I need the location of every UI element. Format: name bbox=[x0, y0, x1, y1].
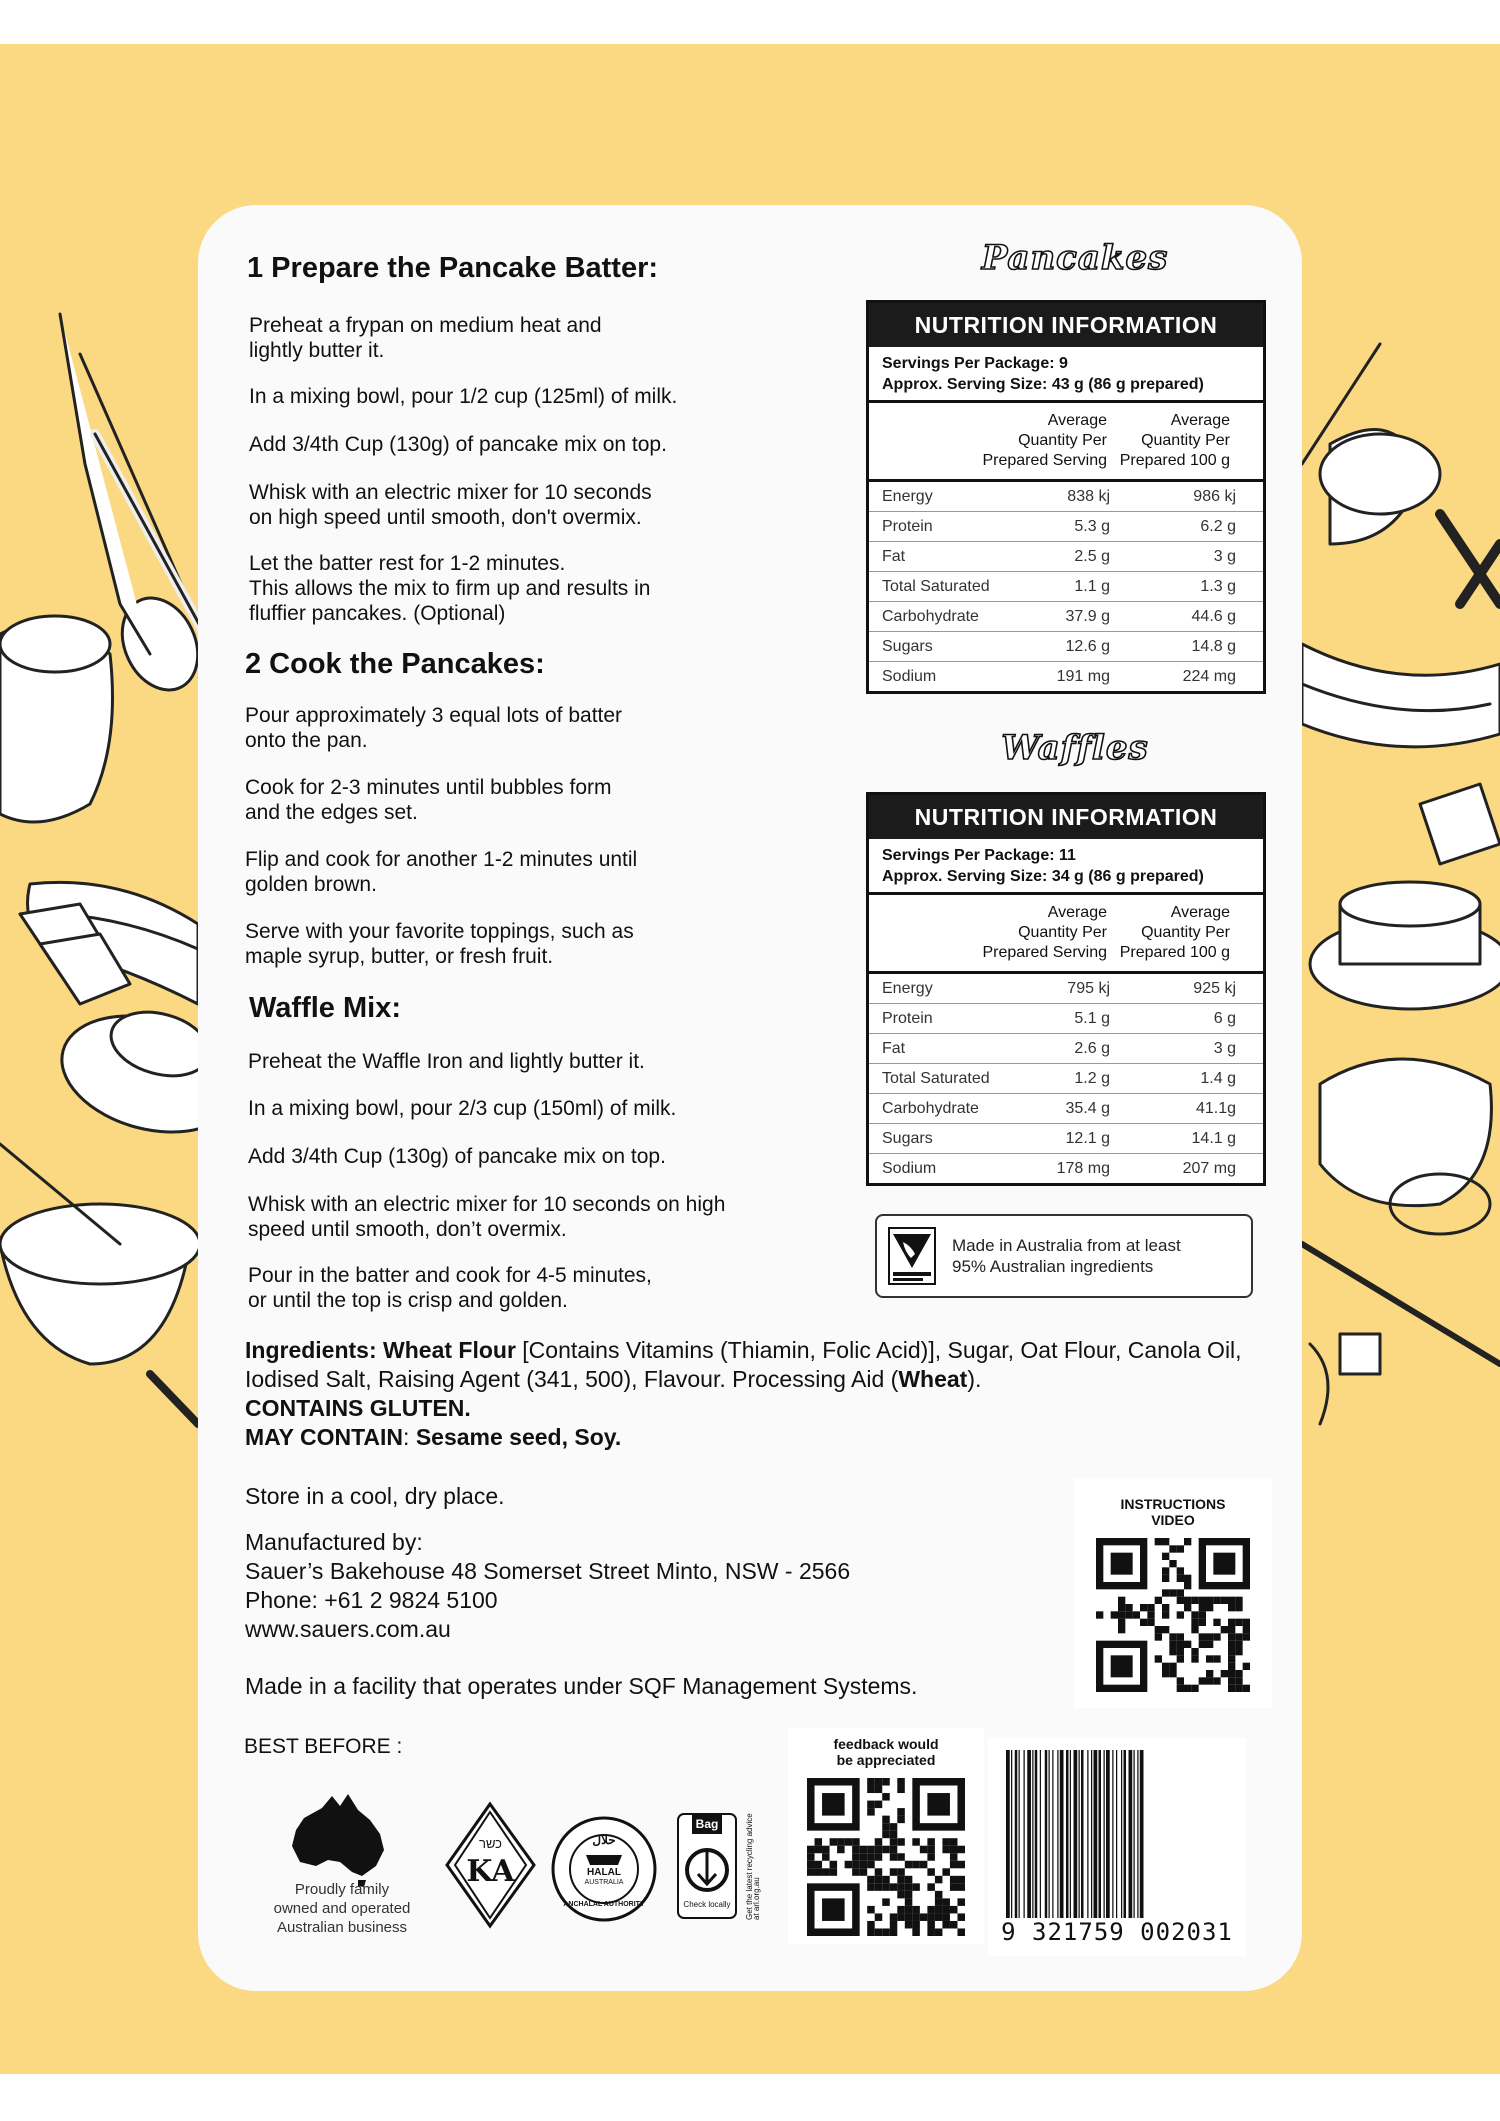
australia-map-icon bbox=[282, 1788, 402, 1888]
table-row: Sugars 12.1 g 14.1 g bbox=[869, 1123, 1263, 1153]
serving-size: Approx. Serving Size: 43 g (86 g prepared) bbox=[882, 376, 1204, 393]
may-contain-sep: : bbox=[403, 1424, 410, 1450]
recycling-badge bbox=[676, 1812, 762, 1922]
qr-code-icon bbox=[807, 1778, 965, 1936]
manufacturer-website[interactable]: www.sauers.com.au bbox=[245, 1616, 451, 1642]
col-per-100g: Average Quantity Per Prepared 100 g bbox=[1119, 904, 1230, 961]
barcode bbox=[988, 1738, 1246, 1956]
manufacturer-address: Sauer’s Bakehouse 48 Somerset Street Minto, NSW - 2566 bbox=[245, 1558, 851, 1584]
nutrition-rows bbox=[869, 482, 1263, 691]
waffles-script-label: Waffles bbox=[1001, 728, 1149, 768]
facility-text: Made in a facility that operates under SQF Management Systems. bbox=[245, 1673, 918, 1699]
manufacturer-phone: Phone: +61 2 9824 5100 bbox=[245, 1587, 498, 1613]
table-row: Total Saturated 1.1 g 1.3 g bbox=[869, 571, 1263, 601]
made-in-australia-label bbox=[875, 1214, 1253, 1298]
halal-top: HALAL bbox=[587, 1867, 621, 1878]
table-row: Energy 795 kj 925 kj bbox=[882, 980, 1236, 997]
barcode-number: 9 321759 002031 bbox=[1001, 1918, 1233, 1946]
manufacturer-label: Manufactured by: bbox=[245, 1529, 423, 1555]
step-1-p4: Whisk with an electric mixer for 10 seconds on high speed until smooth, don't overmix. bbox=[249, 481, 652, 529]
contains-gluten: CONTAINS GLUTEN. bbox=[245, 1395, 471, 1421]
pancakes-script-label: Pancakes bbox=[981, 238, 1169, 278]
butter-right-icon bbox=[1420, 784, 1500, 864]
serving-info bbox=[869, 347, 1263, 403]
made-in-australia-text: Made in Australia from at least 95% Australian ingredients bbox=[952, 1236, 1181, 1276]
waffle-mix-title: Waffle Mix: bbox=[249, 992, 401, 1024]
may-contain-items: Sesame seed, Soy. bbox=[415, 1424, 622, 1450]
halal-badge bbox=[550, 1815, 658, 1923]
waffle-p5: Pour in the batter and cook for 4-5 minutes, or until the top is crisp and golden. bbox=[248, 1264, 652, 1312]
nutrition-rows bbox=[869, 974, 1263, 1183]
ingredients-flour: Wheat Flour bbox=[383, 1337, 516, 1363]
honey-right-icon bbox=[1310, 1344, 1328, 1424]
nutrition-heading: NUTRITION INFORMATION bbox=[869, 795, 1263, 839]
column-headers bbox=[869, 895, 1263, 974]
kangaroo-triangle-icon bbox=[889, 1228, 935, 1284]
servings-per-package: Servings Per Package: 11 bbox=[882, 847, 1076, 864]
ingredients-block bbox=[245, 1336, 1275, 1452]
ingredients-end: ). bbox=[967, 1366, 982, 1392]
waffle-p3: Add 3/4th Cup (130g) of pancake mix on top. bbox=[248, 1145, 666, 1168]
table-row: Carbohydrate 37.9 g 44.6 g bbox=[869, 601, 1263, 631]
table-row: Fat 2.6 g 3 g bbox=[869, 1033, 1263, 1063]
table-row: Protein 5.1 g 6 g bbox=[869, 1003, 1263, 1033]
step-1-p2: In a mixing bowl, pour 1/2 cup (125ml) of milk. bbox=[249, 385, 678, 408]
step-1-p3: Add 3/4th Cup (130g) of pancake mix on top. bbox=[249, 433, 667, 456]
table-row: Protein 5.3 g 6.2 g bbox=[869, 511, 1263, 541]
kosher-badge bbox=[443, 1800, 538, 1930]
halal-ring-text: ANCHALAL AUTHORITY bbox=[563, 1901, 645, 1908]
col-per-serving: Average Quantity Per Prepared Serving bbox=[982, 412, 1107, 469]
recycling-bag-label: Bag bbox=[695, 1817, 719, 1831]
ingredients-label: Ingredients: bbox=[245, 1337, 377, 1363]
step-2-title: 2 Cook the Pancakes: bbox=[245, 648, 545, 680]
table-row: Energy 838 kj 986 kj bbox=[882, 488, 1236, 505]
servings-per-package: Servings Per Package: 9 bbox=[882, 355, 1068, 372]
feedback-qr[interactable] bbox=[788, 1728, 984, 1944]
halal-arabic: حلال bbox=[592, 1833, 616, 1847]
step-2-p3: Flip and cook for another 1-2 minutes until golden brown. bbox=[245, 848, 638, 896]
qr-feedback-caption: feedback would be appreciated bbox=[833, 1736, 939, 1768]
cinnamon-left-icon bbox=[150, 1374, 198, 1424]
halal-sub: AUSTRALIA bbox=[584, 1879, 624, 1886]
serving-size: Approx. Serving Size: 34 g (86 g prepared) bbox=[882, 868, 1204, 885]
step-2-p1: Pour approximately 3 equal lots of batter onto the pan. bbox=[245, 704, 623, 752]
table-row: Sodium 191 mg 224 mg bbox=[869, 661, 1263, 691]
table-row: Carbohydrate 35.4 g 41.1g bbox=[869, 1093, 1263, 1123]
qr-code-icon bbox=[1096, 1538, 1250, 1692]
table-row: Sodium 178 mg 207 mg bbox=[869, 1153, 1263, 1183]
table-row: Sugars 12.6 g 14.8 g bbox=[869, 631, 1263, 661]
table-row: Fat 2.5 g 3 g bbox=[869, 541, 1263, 571]
whisk-right-icon bbox=[1302, 1244, 1500, 1364]
australian-business-text: Proudly family owned and operated Australian business bbox=[273, 1881, 411, 1936]
manufacturer-block bbox=[245, 1528, 850, 1644]
waffles-nutrition-table bbox=[866, 792, 1266, 1186]
ingredients-wheat: Wheat bbox=[898, 1366, 968, 1392]
waffle-p4: Whisk with an electric mixer for 10 seconds on high speed until smooth, don’t overmix. bbox=[248, 1193, 726, 1241]
col-per-serving: Average Quantity Per Prepared Serving bbox=[982, 904, 1107, 961]
step-2-p2: Cook for 2-3 minutes until bubbles form and the edges set. bbox=[245, 776, 612, 824]
step-2-p4: Serve with your favorite toppings, such as maple syrup, butter, or fresh fruit. bbox=[245, 920, 634, 968]
column-headers bbox=[869, 403, 1263, 482]
barcode-bars-icon bbox=[1004, 1750, 1232, 1918]
qr-video-caption: INSTRUCTIONS VIDEO bbox=[1120, 1496, 1226, 1528]
kosher-hebrew: כשר bbox=[479, 1836, 502, 1851]
may-contain-label: MAY CONTAIN bbox=[245, 1424, 404, 1450]
waffle-p2: In a mixing bowl, pour 2/3 cup (150ml) of milk. bbox=[248, 1097, 677, 1120]
ingredients-list: [Contains Vitamins (Thiamin, Folic Acid)], Sugar, Oat Flour, Canola Oil, Iodised Salt, Raising Agent (341, 500), Flavour. Processing Aid ( bbox=[245, 1337, 1242, 1392]
pancakes-nutrition-table bbox=[866, 300, 1266, 694]
storage-text: Store in a cool, dry place. bbox=[245, 1483, 505, 1509]
recycling-check-label: Check locally bbox=[683, 1900, 731, 1909]
best-before-label: BEST BEFORE : bbox=[244, 1735, 403, 1758]
instructions-video-qr[interactable] bbox=[1074, 1478, 1272, 1708]
table-row: Total Saturated 1.2 g 1.4 g bbox=[869, 1063, 1263, 1093]
ingredients-text bbox=[245, 1336, 1275, 1394]
step-1-p5: Let the batter rest for 1-2 minutes. This allows the mix to firm up and results in fluffier pancakes. (Optional) bbox=[249, 552, 651, 625]
serving-info bbox=[869, 839, 1263, 895]
col-per-100g: Average Quantity Per Prepared 100 g bbox=[1119, 412, 1230, 469]
waffle-p1: Preheat the Waffle Iron and lightly butter it. bbox=[248, 1050, 645, 1073]
step-1-p1: Preheat a frypan on medium heat and lightly butter it. bbox=[249, 314, 602, 362]
recycling-side-text: Get the latest recycling advice at arl.org.au bbox=[745, 1813, 761, 1920]
nutrition-heading: NUTRITION INFORMATION bbox=[869, 303, 1263, 347]
step-1-title: 1 Prepare the Pancake Batter: bbox=[247, 252, 659, 284]
kosher-ka: KA bbox=[466, 1854, 515, 1889]
